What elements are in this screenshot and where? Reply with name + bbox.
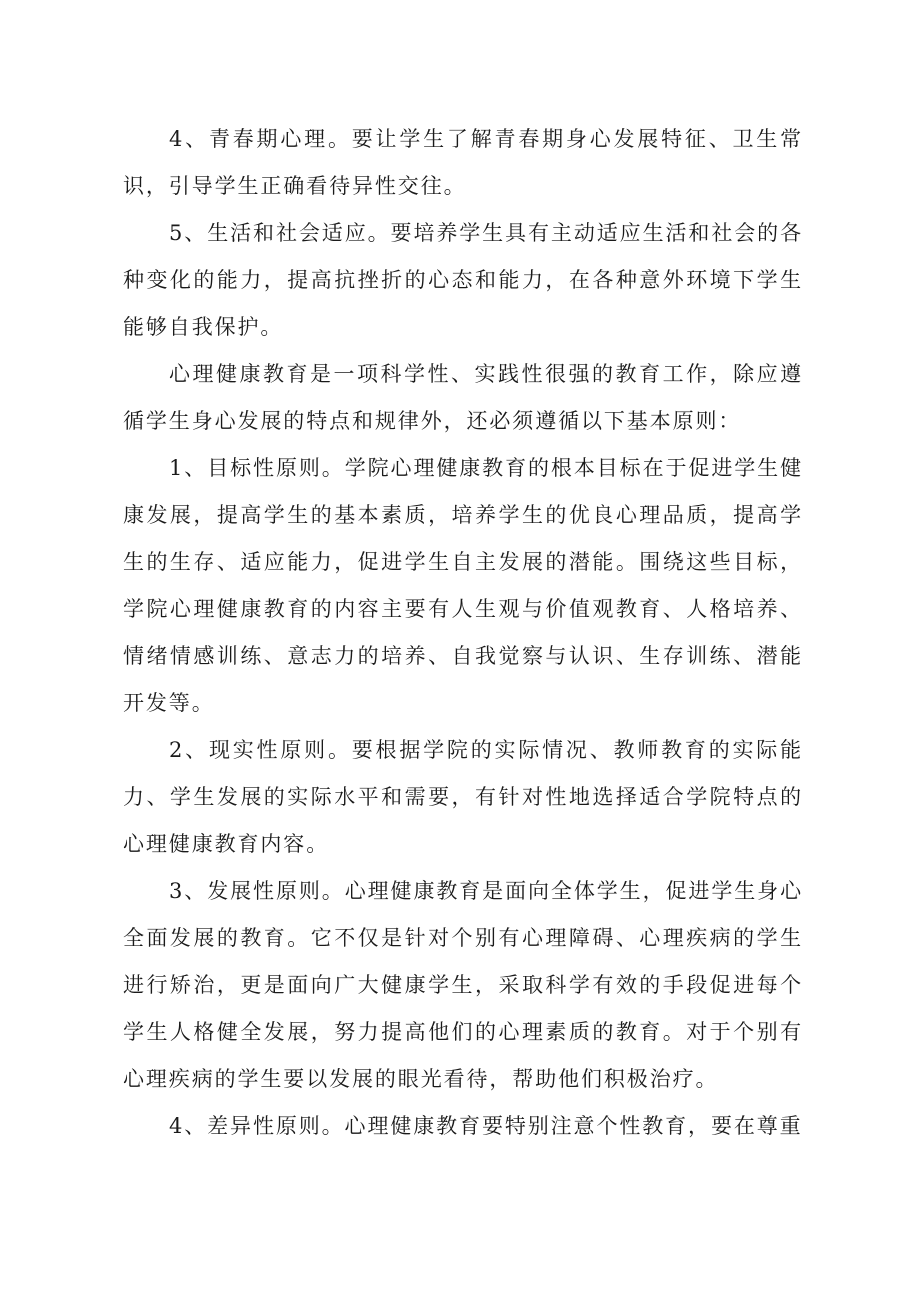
paragraph-basic-principles-intro: 心理健康教育是一项科学性、实践性很强的教育工作，除应遵循学生身心发展的特点和规律外，还必须遵循以下基本原则： [123, 362, 803, 433]
paragraph-goal-principle: 1、目标性原则。学院心理健康教育的根本目标在于促进学生健康发展，提高学生的基本素质，培养学生的优良心理品质，提高学生的生存、适应能力，促进学生自主发展的潜能。围绕这些目标，学院心理健康教育的内容主要有人生观与价值观教育、人格培养、情绪情感训练、意志力的培养、自我觉察与认识、生存训练、潜能开发等。 [123, 456, 803, 715]
paragraph-adolescent-psychology: 4、青春期心理。要让学生了解青春期身心发展特征、卫生常识，引导学生正确看待异性交往。 [123, 127, 803, 198]
paragraph-difference-principle: 4、差异性原则。心理健康教育要特别注意个性教育，要在尊重 [169, 1114, 803, 1138]
paragraph-reality-principle: 2、现实性原则。要根据学院的实际情况、教师教育的实际能力、学生发展的实际水平和需要，有针对性地选择适合学院特点的心理健康教育内容。 [123, 738, 803, 856]
document-body [123, 116, 803, 1150]
paragraph-life-social-adaptation: 5、生活和社会适应。要培养学生具有主动适应生活和社会的各种变化的能力，提高抗挫折的心态和能力，在各种意外环境下学生能够自我保护。 [123, 221, 803, 339]
paragraph-development-principle: 3、发展性原则。心理健康教育是面向全体学生，促进学生身心全面发展的教育。它不仅是针对个别有心理障碍、心理疾病的学生进行矫治，更是面向广大健康学生，采取科学有效的手段促进每个学生人格健全发展，努力提高他们的心理素质的教育。对于个别有心理疾病的学生要以发展的眼光看待，帮助他们积极治疗。 [123, 879, 803, 1091]
